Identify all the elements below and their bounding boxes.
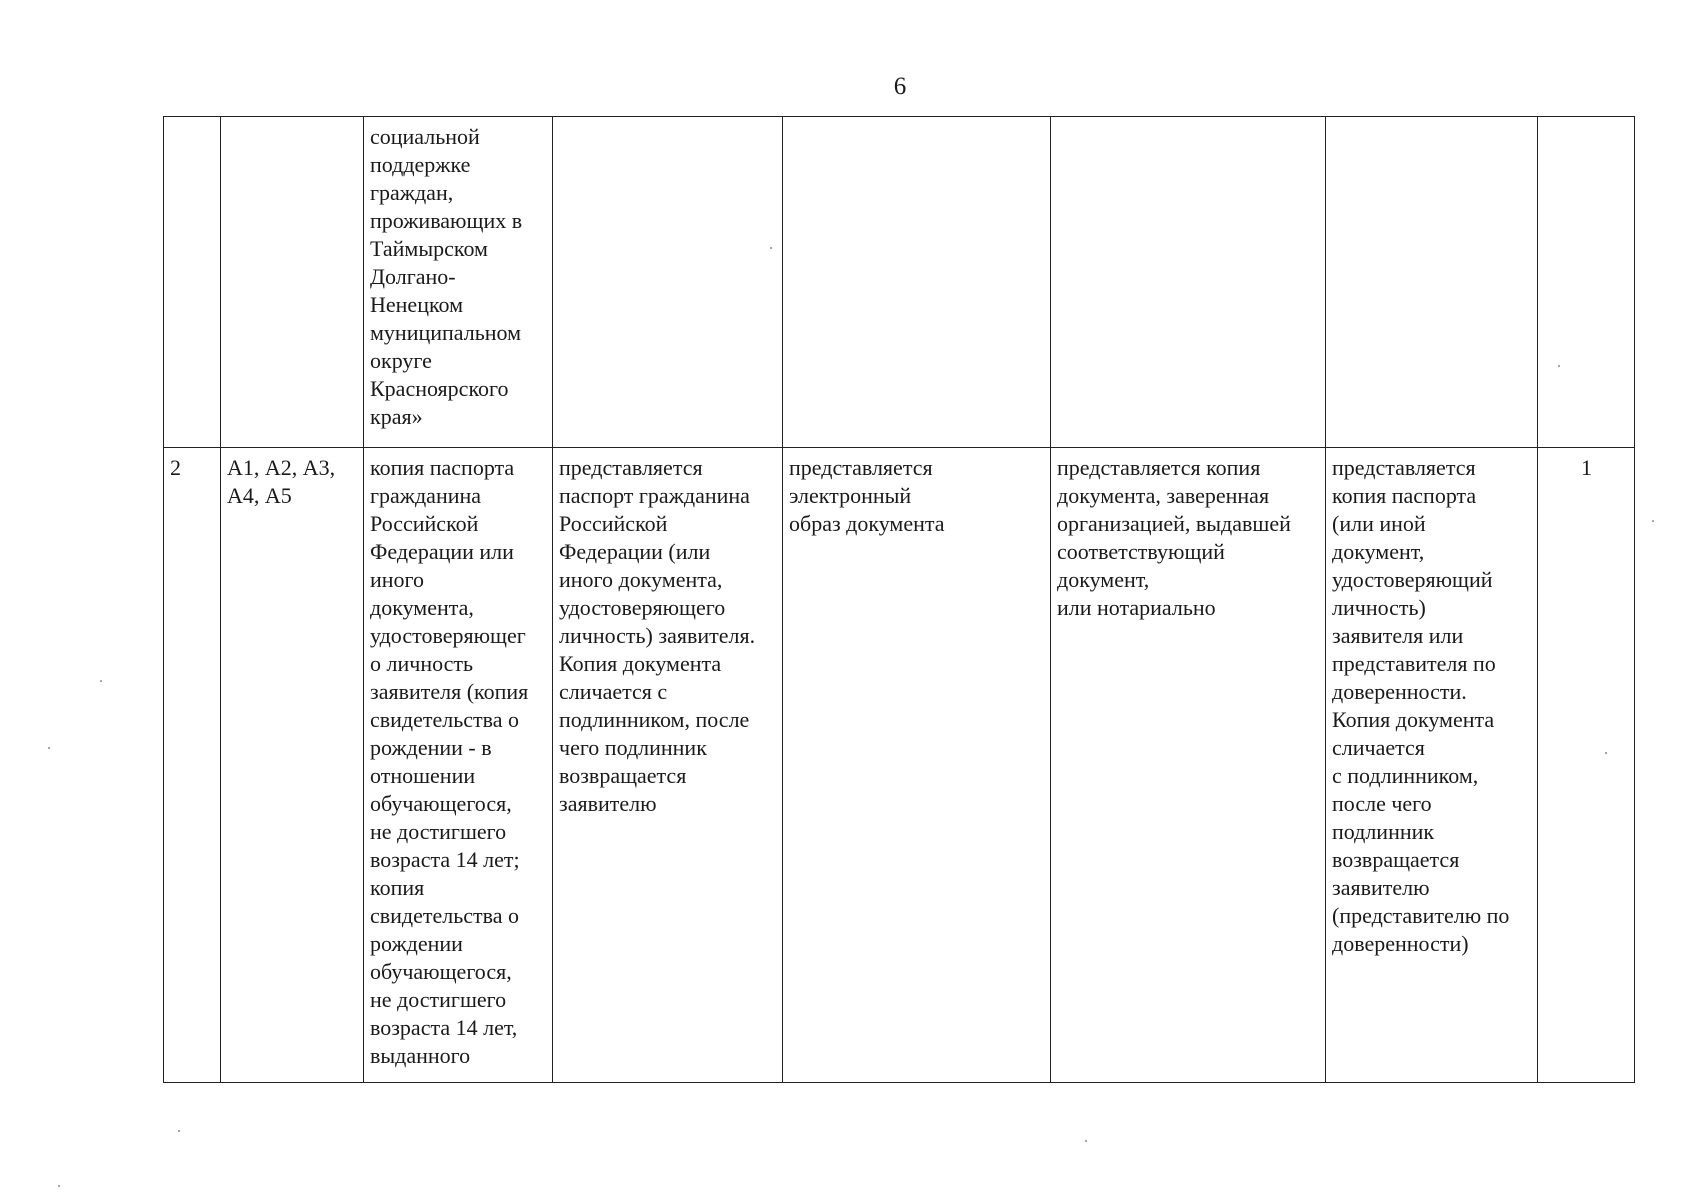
table-cell-copy-certification: представляется копия документа, заверенная организацией, выдавшей соответствующий документ, или нотариально bbox=[1051, 448, 1326, 1083]
document-table bbox=[163, 116, 1635, 1083]
table-cell-paper-submission: представляется паспорт гражданина Российской Федерации (или иного документа, удостоверяющего личность) заявителя. Копия документа сличается с подлинником, после чего подлинник возвращается заявителю bbox=[553, 448, 783, 1083]
table-row bbox=[164, 117, 1635, 448]
table-cell-document-name: копия паспорта гражданина Российской Федерации или иного документа, удостоверяющег о личность заявителя (копия свидетельства о рождении - в отношении обучающегося, не достигшего возраста 14 лет; копия свидетельства о рождении обучающегося, не достигшего возраста 14 лет, выданного bbox=[364, 448, 553, 1083]
table-cell-representative-submission: представляется копия паспорта (или иной документ, удостоверяющий личность) заявителя или представителя по доверенности. Копия документа сличается с подлинником, после чего подлинник возвращается заявителю (представителю по доверенности) bbox=[1326, 448, 1538, 1083]
table-cell-representative-submission bbox=[1326, 117, 1538, 448]
table-cell-count bbox=[1538, 117, 1635, 448]
table-cell-document-name: социальной поддержке граждан, проживающих в Таймырском Долгано- Ненецком муниципальном округе Красноярского края» bbox=[364, 117, 553, 448]
table-cell-applicant-category bbox=[221, 117, 364, 448]
page-number: 6 bbox=[893, 73, 907, 100]
table-cell-applicant-category: А1, А2, А3, А4, А5 bbox=[221, 448, 364, 1083]
table-cell-electronic-submission: представляется электронный образ документа bbox=[783, 448, 1051, 1083]
table-cell-number: 2 bbox=[164, 448, 221, 1083]
table-cell-paper-submission bbox=[553, 117, 783, 448]
table-cell-number bbox=[164, 117, 221, 448]
table-cell-electronic-submission bbox=[783, 117, 1051, 448]
table-cell-copy-certification bbox=[1051, 117, 1326, 448]
table-row bbox=[164, 448, 1635, 1083]
table-cell-count: 1 bbox=[1538, 448, 1635, 1083]
